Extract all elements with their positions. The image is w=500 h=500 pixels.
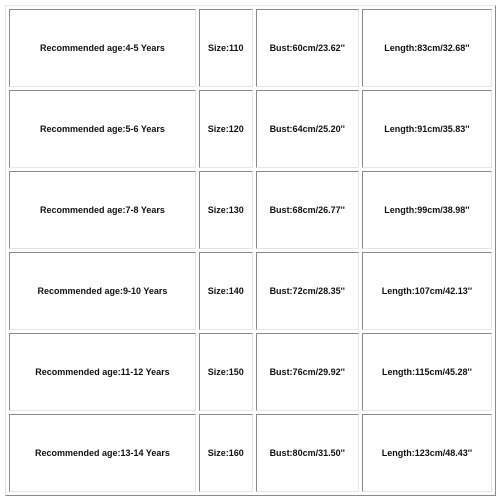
table-row [9,171,492,249]
age-cell: Recommended age:5-6 Years [9,90,196,168]
length-cell: Length:115cm/45.28'' [362,333,492,411]
age-cell: Recommended age:11-12 Years [9,333,196,411]
size-cell: Size:140 [199,252,253,330]
age-cell: Recommended age:4-5 Years [9,9,196,87]
bust-cell: Bust:76cm/29.92'' [256,333,359,411]
bust-cell: Bust:80cm/31.50'' [256,414,359,492]
table-row [9,252,492,330]
size-cell: Size:120 [199,90,253,168]
size-chart-table [5,5,496,496]
age-cell: Recommended age:7-8 Years [9,171,196,249]
bust-cell: Bust:68cm/26.77'' [256,171,359,249]
table-row [9,90,492,168]
size-cell: Size:130 [199,171,253,249]
length-cell: Length:91cm/35.83'' [362,90,492,168]
length-cell: Length:107cm/42.13'' [362,252,492,330]
age-cell: Recommended age:9-10 Years [9,252,196,330]
size-cell: Size:150 [199,333,253,411]
table-row [9,333,492,411]
bust-cell: Bust:72cm/28.35'' [256,252,359,330]
length-cell: Length:83cm/32.68'' [362,9,492,87]
table-row [9,414,492,492]
bust-cell: Bust:60cm/23.62'' [256,9,359,87]
length-cell: Length:99cm/38.98'' [362,171,492,249]
length-cell: Length:123cm/48.43'' [362,414,492,492]
bust-cell: Bust:64cm/25.20'' [256,90,359,168]
size-cell: Size:110 [199,9,253,87]
table-row [9,9,492,87]
size-cell: Size:160 [199,414,253,492]
age-cell: Recommended age:13-14 Years [9,414,196,492]
